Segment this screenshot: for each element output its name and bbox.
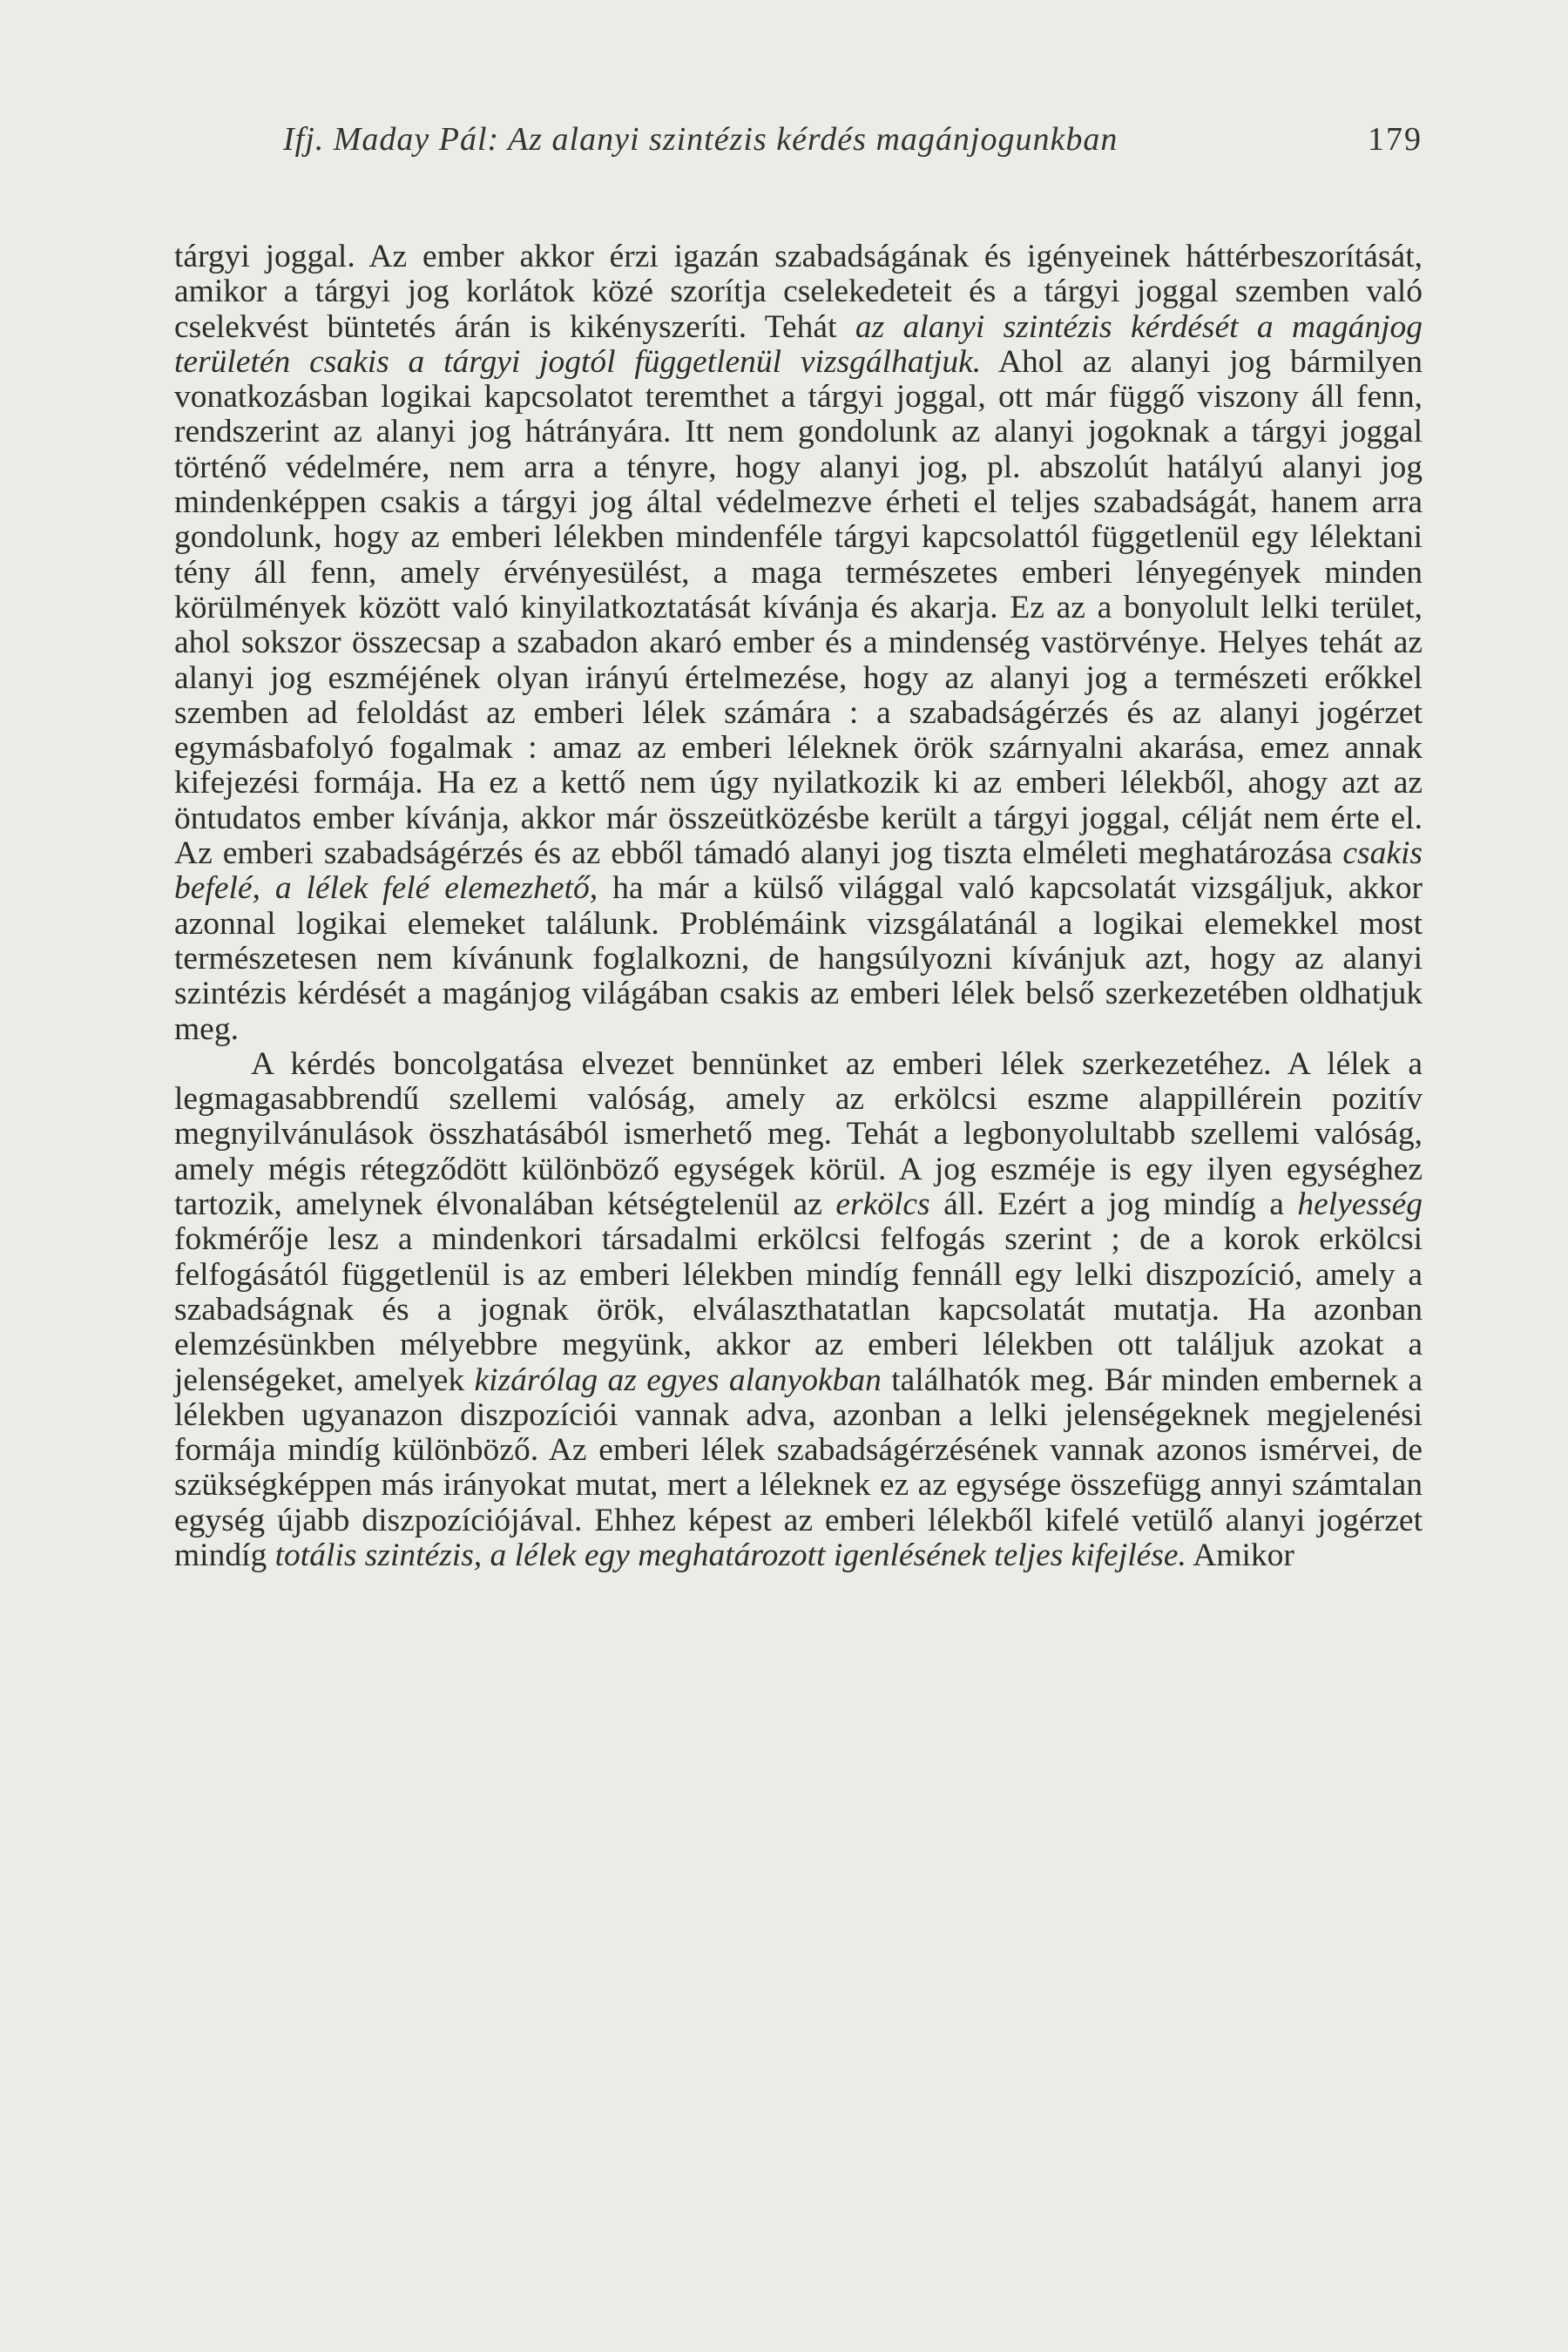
paragraph-2 <box>174 1047 1423 1573</box>
emphasis-segment: erkölcs <box>835 1186 930 1223</box>
running-header-title: Ifj. Maday Pál: Az alanyi szintézis kérdés magánjogunkban <box>283 121 1119 158</box>
text-segment: fokmérője lesz a mindenkori társadalmi erkölcsi felfogás szerint ; de a korok erkölcsi felfogásától függetlenül is az emberi lélekben mindíg fennáll egy lelki diszpozíció, amely a szabadságnak és a jognak örök, elválaszthatatlan kapcsolatát mutatja. Ha azonban elemzésünkben mélyebbre megyünk, akkor az emberi lélekben ott találjuk azokat a jelenségeket, amelyek <box>174 1221 1423 1398</box>
emphasis-segment: kizárólag az egyes alanyokban <box>474 1362 882 1398</box>
emphasis-segment: csakis befelé, a lélek felé elemezhető, <box>174 835 1423 907</box>
text-segment: tárgyi joggal. Az ember akkor érzi igazán szabadságának és igényeinek háttérbeszorítását, amikor a tárgyi jog korlátok közé szorítja cselekedeteit és a tárgyi joggal szemben való cselekvést büntetés árán is kikényszeríti. Tehát <box>174 239 1423 345</box>
text-segment: Ahol az alanyi jog bármilyen vonatkozásban logikai kapcsolatot teremthet a tárgyi joggal, ott már függő viszony áll fenn, rendszerint az alanyi jog hátrányára. Itt nem gondolunk az alanyi jogoknak a tárgyi joggal történő védelmére, nem arra a tényre, hogy alanyi jog, pl. abszolút hatályú alanyi jog mindenképpen csakis a tárgyi jog által védelmezve érheti el teljes szabadságát, hanem arra gondolunk, hogy az emberi lélekben mindenféle tárgyi kapcsolattól függetlenül egy lélektani tény áll fenn, amely érvényesülést, a maga természetes emberi lényegények minden körülmények között való kinyilatkoztatását kívánja és akarja. Ez az a bonyolult lelki terület, ahol sokszor összecsap a szabadon akaró ember és a mindenség vastörvénye. Helyes tehát az alanyi jog eszméjének olyan irányú értelmezése, hogy az alanyi jog a természeti erőkkel szemben ad feloldást az emberi lélek számára : a szabadságérzés és az alanyi jogérzet egymásbafolyó fogalmak : amaz az emberi léleknek örök szárnyalni akarása, emez annak kifejezési formája. Ha ez a kettő nem úgy nyilatkozik ki az emberi lélekből, ahogy azt az öntudatos ember kívánja, akkor már összeütközésbe került a tárgyi joggal, célját nem érte el. Az emberi szabadságérzés és az ebből támadó alanyi jog tiszta elméleti meghatározása <box>174 343 1423 872</box>
paragraph-1 <box>174 240 1423 1047</box>
text-segment: ha már a külső világgal való kapcsolatát vizsgáljuk, akkor azonnal logikai elemeket találunk. Problémáink vizsgálatánál a logikai elemekkel most természetesen nem kívánunk foglalkozni, de hangsúlyozni kívánjuk azt, hogy az alanyi szintézis kérdését a magánjog világában csakis az emberi lélek belső szerkezetében oldhatjuk meg. <box>174 870 1423 1047</box>
body-text <box>174 240 1423 1573</box>
text-segment: találhatók meg. Bár minden embernek a lélekben ugyanazon diszpozíciói vannak adva, azonban a lelki jelenségeknek megjelenési formája mindíg különböző. Az emberi lélek szabadságérzésének vannak azonos ismérvei, de szükségképpen más irányokat mutat, mert a léleknek ez az egysége összefügg annyi számtalan egység újabb diszpozíciójával. Ehhez képest az emberi lélekből kifelé vetülő alanyi jogérzet mindíg <box>174 1362 1423 1573</box>
emphasis-segment: az alanyi szintézis kérdését a magánjog területén csakis a tárgyi jogtól függetlenül vizsgálhatjuk. <box>174 308 1423 380</box>
text-segment: A kérdés boncolgatása elvezet bennünket az emberi lélek szerkezetéhez. A lélek a legmagasabbrendű szellemi valóság, amely az erkölcsi eszme alappillérein pozitív megnyilvánulások összhatásából ismerhető meg. Tehát a legbonyolultabb szellemi valóság, amely mégis rétegződött különböző egységek körül. A jog eszméje is egy ilyen egységhez tartozik, amelynek élvonalában kétségtelenül az <box>174 1045 1423 1223</box>
running-header <box>283 120 1450 172</box>
page-number: 179 <box>1368 121 1423 158</box>
text-segment: Amikor <box>1186 1537 1294 1573</box>
emphasis-segment: totális szintézis, a lélek egy meghatározott igenlésének teljes kifejlése. <box>274 1537 1186 1573</box>
text-segment: áll. Ezért a jog mindíg a <box>929 1186 1298 1223</box>
emphasis-segment: helyesség <box>1297 1186 1423 1223</box>
